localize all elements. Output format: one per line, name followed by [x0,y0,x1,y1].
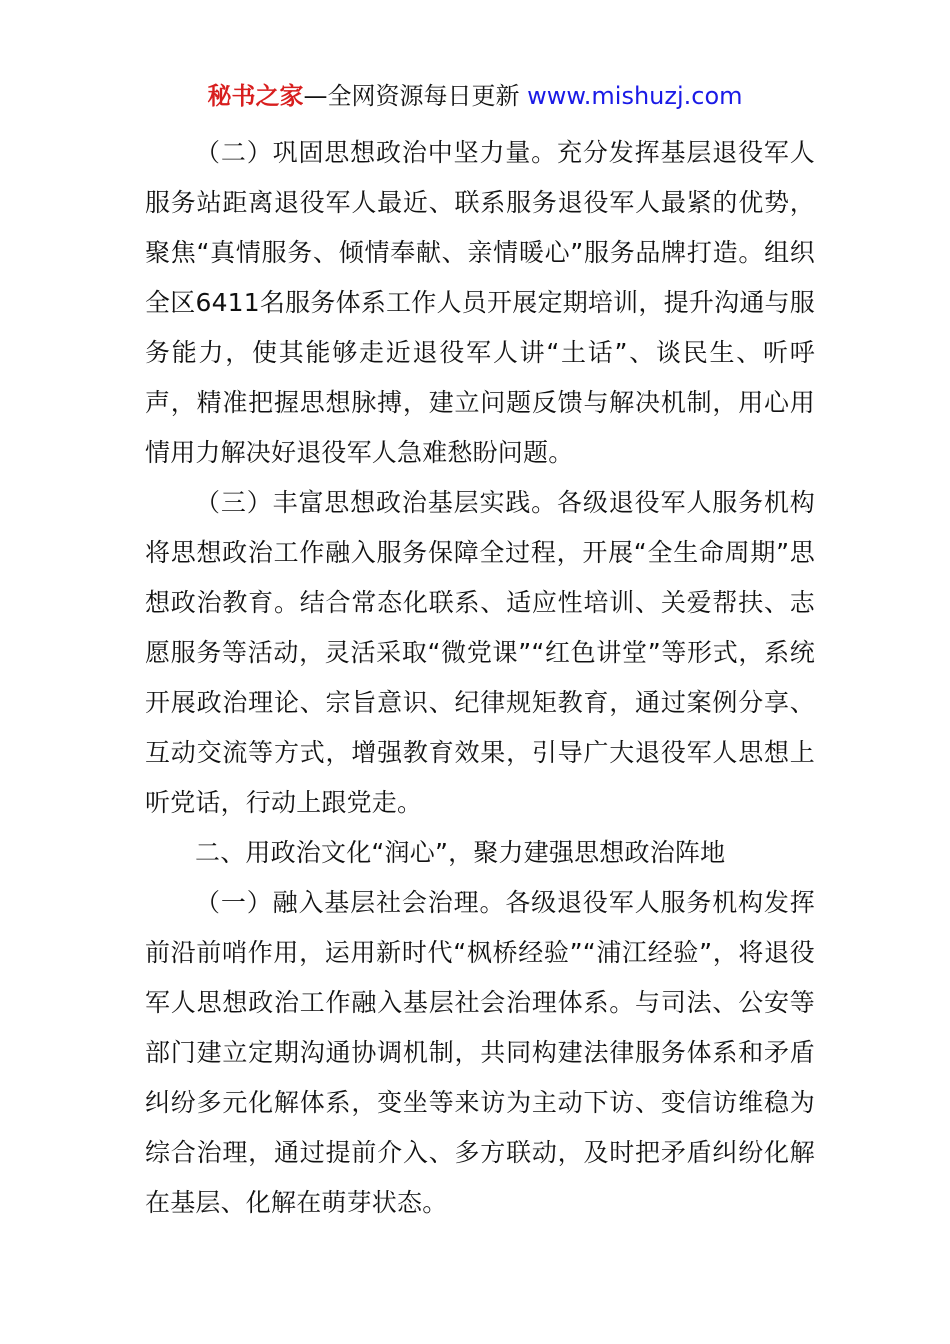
site-header [0,80,950,112]
document-body [145,128,815,1228]
header-tagline: —全网资源每日更新 [303,82,528,110]
site-url-link[interactable]: www.mishuzj.com [527,82,743,110]
paragraph-enrich-practice: （三）丰富思想政治基层实践。各级退役军人服务机构将思想政治工作融入服务保障全过程，开展“全生命周期”思想政治教育。结合常态化联系、适应性培训、关爱帮扶、志愿服务等活动，灵活采取“微党课”“红色讲堂”等形式，系统开展政治理论、宗旨意识、纪律规矩教育，通过案例分享、互动交流等方式，增强教育效果，引导广大退役军人思想上听党话，行动上跟党走。 [145,488,815,817]
paragraph-consolidate-force: （二）巩固思想政治中坚力量。充分发挥基层退役军人服务站距离退役军人最近、联系服务退役军人最紧的优势，聚焦“真情服务、倾情奉献、亲情暖心”服务品牌打造。组织全区6411名服务体系工作人员开展定期培训，提升沟通与服务能力，使其能够走近退役军人讲“土话”、谈民生、听呼声，精准把握思想脉搏，建立问题反馈与解决机制，用心用情用力解决好退役军人急难愁盼问题。 [145,138,815,467]
section-heading-culture: 二、用政治文化“润心”，聚力建强思想政治阵地 [195,838,726,867]
paragraph-social-governance: （一）融入基层社会治理。各级退役军人服务机构发挥前沿前哨作用，运用新时代“枫桥经验”“浦江经验”，将退役军人思想政治工作融入基层社会治理体系。与司法、公安等部门建立定期沟通协调机制，共同构建法律服务体系和矛盾纠纷多元化解体系，变坐等来访为主动下访、变信访维稳为综合治理，通过提前介入、多方联动，及时把矛盾纠纷化解在基层、化解在萌芽状态。 [145,888,815,1217]
brand-name: 秘书之家 [207,82,304,110]
